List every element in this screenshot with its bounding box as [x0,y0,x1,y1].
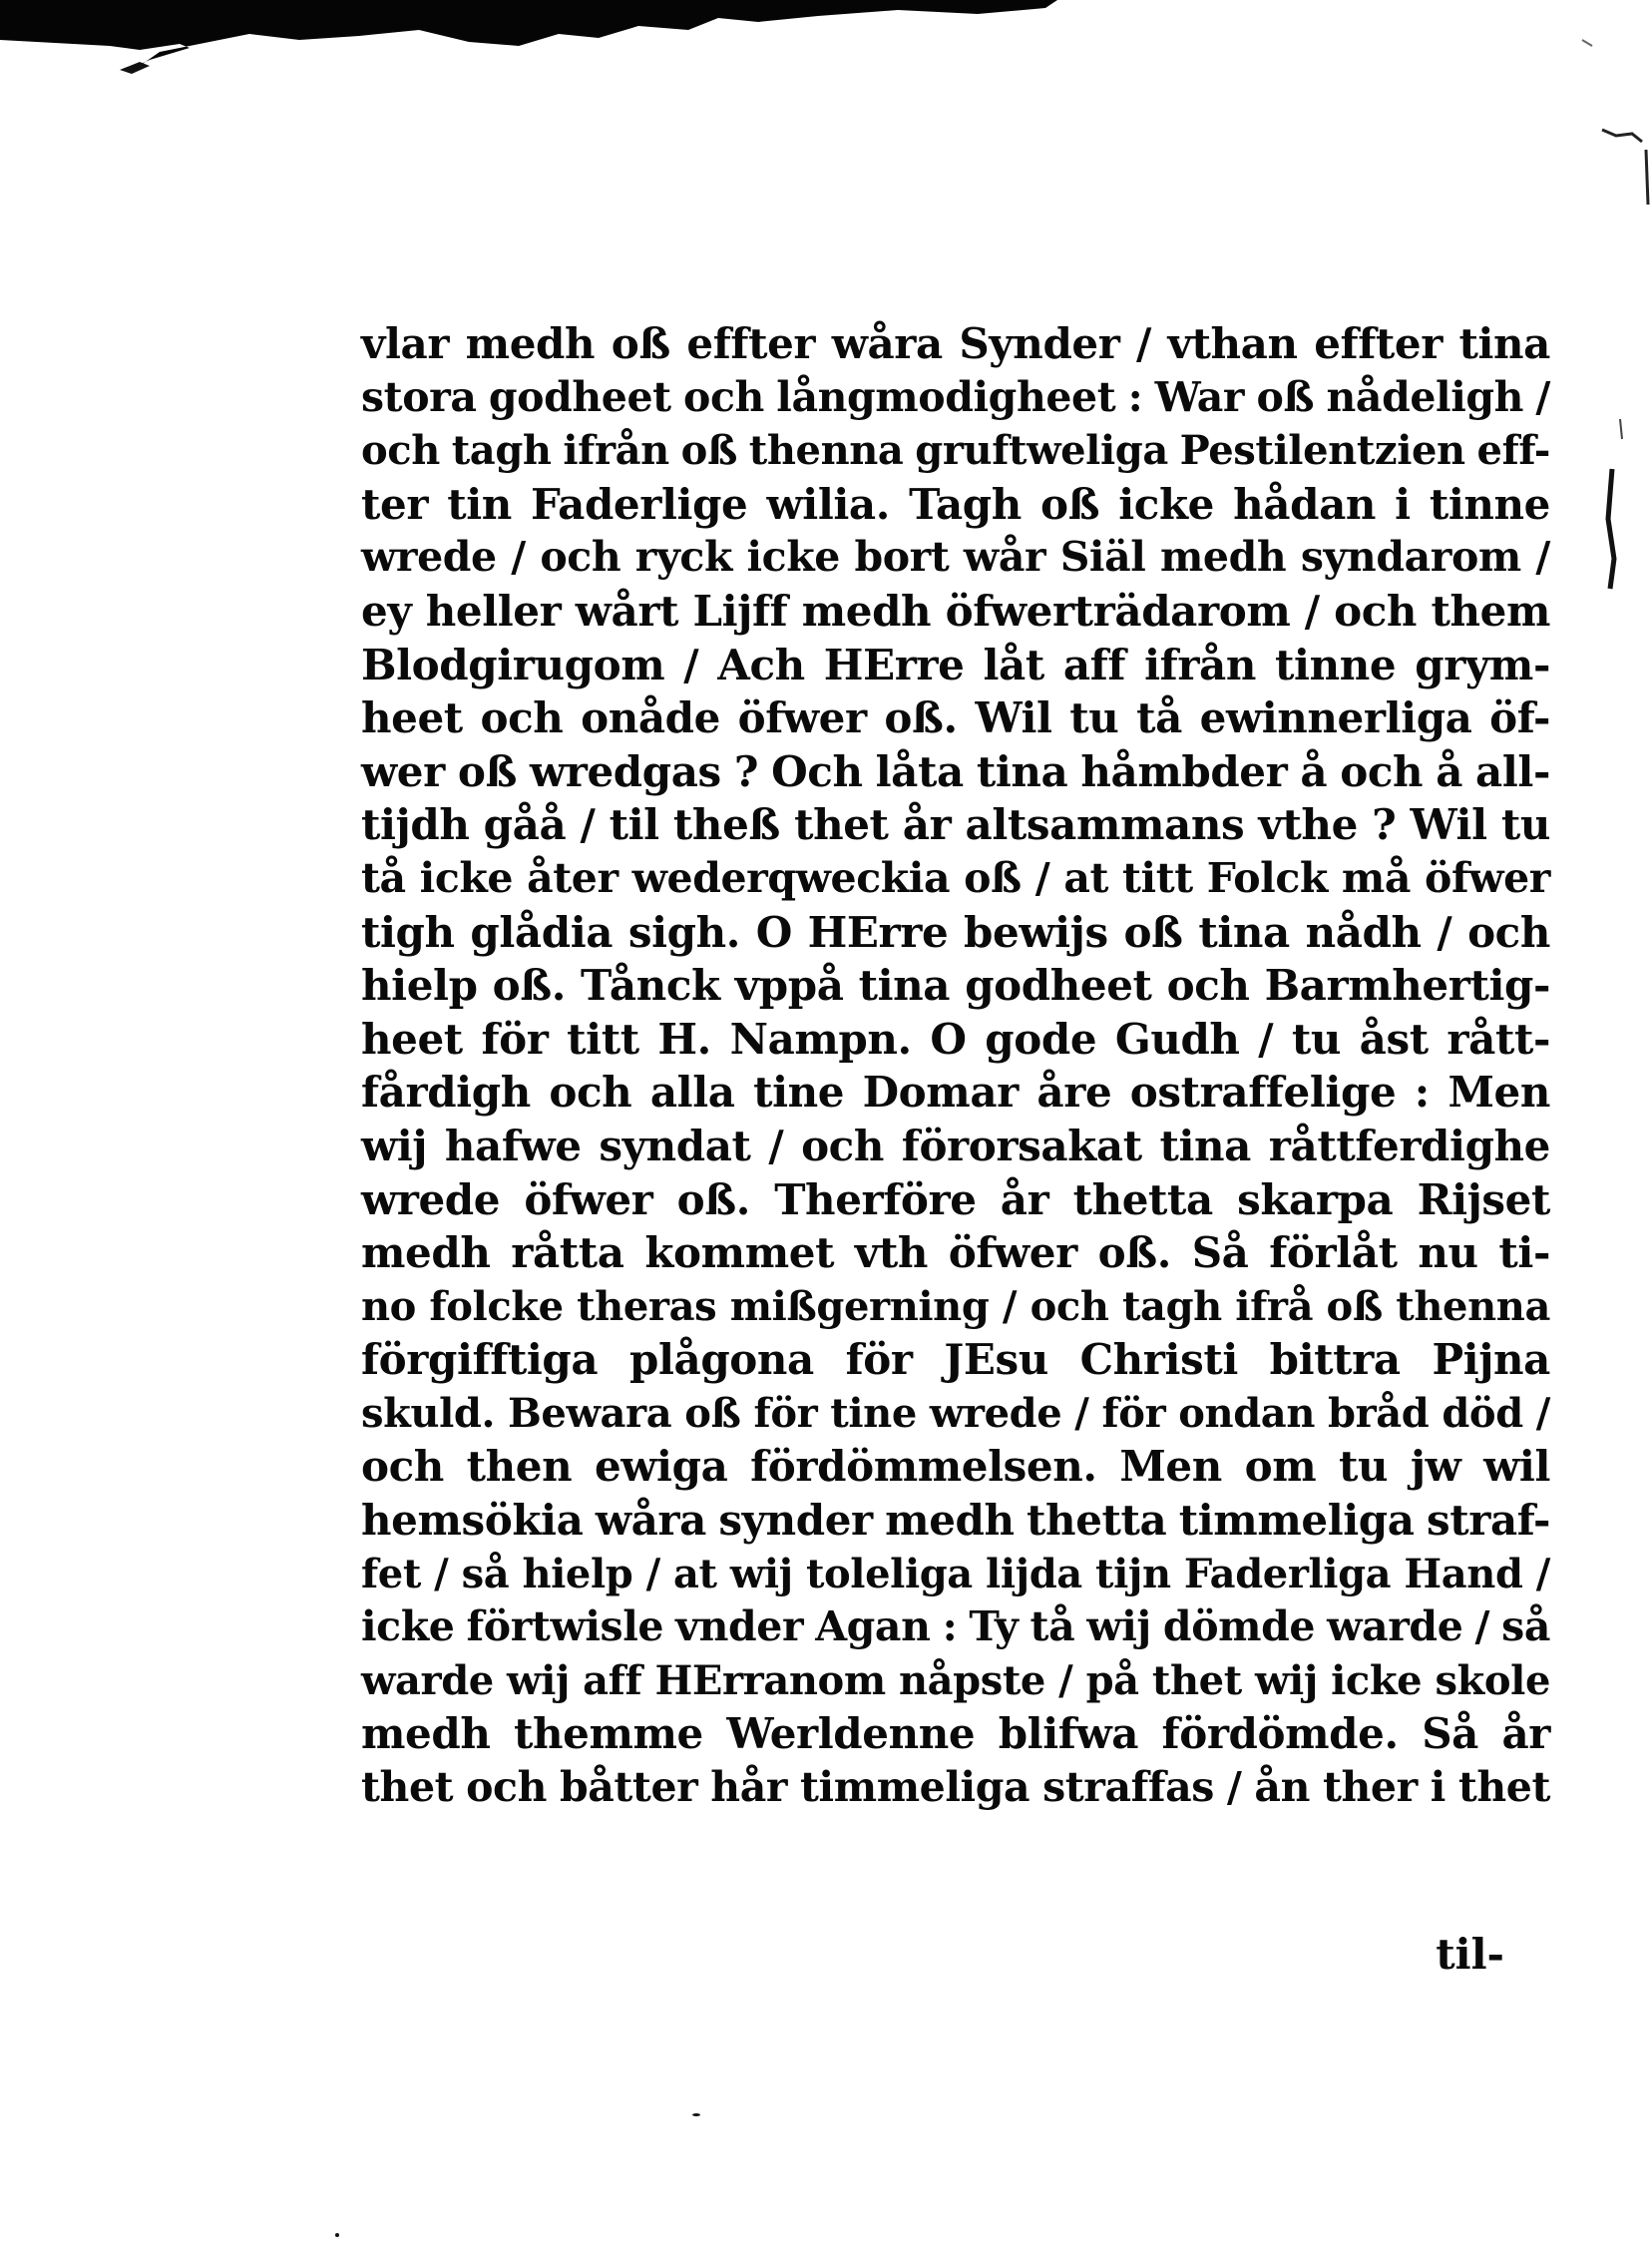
text-line: fårdigh och alla tine Domar åre ostraffelige : Men [361,1068,1550,1118]
text-line: heet för titt H. Nampn. O gode Gudh / tu åst rått- [361,1014,1550,1064]
text-line: wer oß wredgas ? Och låta tina håmbder å och å all- [361,746,1550,796]
page-edge-marks [1572,0,1652,698]
text-line: och then ewiga fördömmelsen. Men om tu jw wil [361,1442,1550,1492]
text-line: tijdh gåå / til theß thet år altsammans vthe ? Wil tu [361,800,1550,850]
text-line: wij hafwe syndat / och förorsakat tina råttferdighe [361,1121,1550,1170]
text-line: vlar medh oß effter wåra Synder / vthan effter tina [361,319,1550,368]
text-line: ter tin Faderlige wilia. Tagh oß icke hådan i tinne [361,479,1550,529]
text-line: warde wij aff HErranom nåpste / på thet wij icke skole [361,1656,1550,1704]
text-line: skuld. Bewara oß för tine wrede / för ondan bråd död / [361,1389,1550,1437]
text-line: thet och båtter hår timmeliga straffas / ån ther i thet [361,1763,1550,1812]
ink-speck [335,2233,339,2237]
text-line: heet och onåde öfwer oß. Wil tu tå ewinnerliga öf- [361,693,1550,743]
body-text [361,317,1550,1815]
text-line: tigh glådia sigh. O HErre bewijs oß tina nådh / och [361,907,1550,957]
text-line: hielp oß. Tånck vppå tina godheet och Barmhertig- [361,961,1550,1011]
torn-edge-shadow [0,0,1652,160]
text-line: icke förtwisle vnder Agan : Ty tå wij dömde warde / så [361,1602,1550,1651]
text-line: medh themme Werldenne blifwa fördömde. Så år [361,1709,1550,1759]
text-line: Blodgirugom / Ach HErre låt aff ifrån tinne grym- [361,640,1550,689]
text-line: wrede öfwer oß. Therföre år thetta skarpa Rijset [361,1174,1550,1224]
text-line: fet / så hielp / at wij toleliga lijda tijn Faderliga Hand / [361,1550,1550,1597]
text-line: ey heller wårt Lijff medh öfwerträdarom / och them [361,586,1550,636]
catchword: til- [1436,1930,1504,1979]
text-line: stora godheet och långmodigheet : War oß nådeligh / [361,372,1550,421]
text-line: och tagh ifrån oß thenna gruftweliga Pestilentzien eff- [361,427,1550,475]
text-line: förgifftiga plågona för JEsu Christi bittra Pijna [361,1335,1550,1385]
ink-speck [692,2113,700,2116]
text-line: wrede / och ryck icke bort wår Siäl medh syndarom / [361,533,1550,582]
text-line: medh råtta kommet vth öfwer oß. Så förlåt nu ti- [361,1228,1550,1278]
text-line: tå icke åter wederqweckia oß / at titt Folck må öfwer [361,853,1550,902]
text-line: hemsökia wåra synder medh thetta timmeliga straf- [361,1496,1550,1546]
text-line: no folcke theras mißgerning / och tagh ifrå oß thenna [361,1282,1550,1330]
